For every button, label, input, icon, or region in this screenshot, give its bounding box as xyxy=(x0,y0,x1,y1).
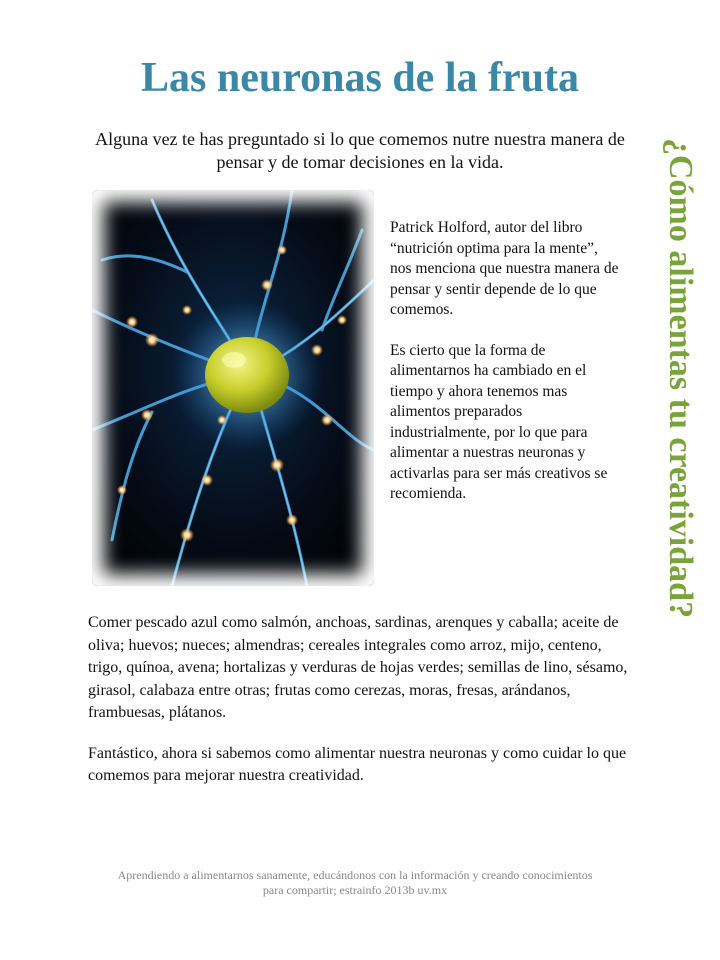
right-column xyxy=(390,218,622,525)
footer-text: Aprendiendo a alimentarnos sanamente, educándonos con la información y creando conocimientos para compartir; estrainfo 2013b uv.mx xyxy=(117,868,593,897)
neuron-fruit-image xyxy=(92,190,374,586)
intro-text: Alguna vez te has preguntado si lo que comemos nutre nuestra manera de pensar y de tomar decisiones en la vida. xyxy=(95,129,625,172)
body-paragraph-1: Comer pescado azul como salmón, anchoas, sardinas, arenques y caballa; aceite de oliva; huevos; nueces; almendras; cereales integrales como arroz, mijo, centeno, trigo, quínoa, avena; hortalizas y verduras de hojas verdes; semillas de lino, sésamo, girasol, calabaza entre otras; frutas como cerezas, moras, fresas, arándanos, frambuesas, plátanos. xyxy=(88,614,628,721)
right-paragraph-2: Es cierto que la forma de alimentarnos ha cambiado en el tiempo y ahora tenemos mas alimentos preparados industrialmente, por lo que para alimentar a nuestras neuronas y activarlas para ser más creativos se recomienda. xyxy=(390,341,608,502)
body-text xyxy=(88,612,636,806)
side-title: ¿Cómo alimentas tu creatividad? xyxy=(662,138,699,619)
page-title: Las neuronas de la fruta xyxy=(141,55,579,101)
body-paragraph-2: Fantástico, ahora si sabemos como alimentar nuestra neuronas y como cuidar lo que comemos para mejorar nuestra creatividad. xyxy=(88,744,627,784)
right-paragraph-1: Patrick Holford, autor del libro “nutrición optima para la mente”, nos menciona que nuestra manera de pensar y sentir depende de lo que comemos. xyxy=(390,219,619,318)
